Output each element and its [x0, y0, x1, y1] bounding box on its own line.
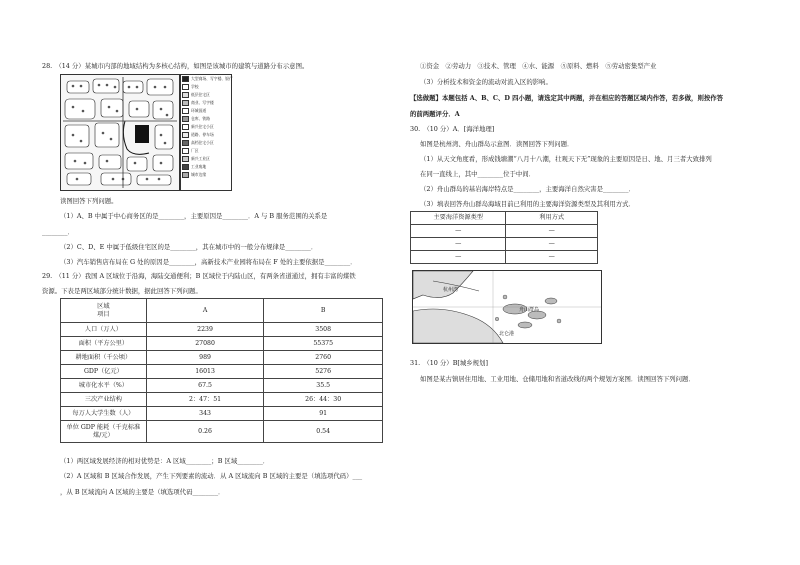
ocean-resource-table	[410, 211, 598, 264]
table-row: — —	[411, 238, 598, 251]
swatch	[182, 100, 189, 106]
q30-sub2: （2）舟山群岛的基岩海岸特点是________，主要海洋自然灾害是________．	[420, 185, 635, 193]
legend-item: 低层住宅区	[182, 92, 210, 98]
q29-data-table	[60, 298, 383, 443]
table-corner-cell: 区域 项目	[61, 299, 147, 323]
table-row: — —	[411, 225, 598, 238]
legend-item: 高档住宅小区	[182, 140, 214, 146]
q28-sub3: （3）汽车销售店布局在 G 处的原因是________，高新技术产业园将布局在 F 处的主要依据是________．	[60, 258, 357, 266]
swatch	[182, 108, 189, 114]
legend-item: 新兴工业区	[182, 156, 210, 162]
q29-sub1: （1）两区域发展经济的相对优势是：A 区域________；B 区域________．	[60, 457, 270, 465]
column-header: B	[264, 299, 383, 323]
column-header: 利用方式	[506, 212, 598, 225]
column-header: A	[146, 299, 264, 323]
legend-item: 厂区	[182, 148, 199, 154]
table-row: 城市化水平（%） 67.5 35.5	[61, 379, 383, 393]
q28-heading: 28. （14 分）某城市内部的地域结构为多核心结构，如图是该城市的建筑与道路分布示意图。	[42, 62, 309, 70]
legend-item: 城市边缘	[182, 172, 206, 178]
swatch	[182, 124, 189, 130]
q30-sub1: （1）从天文角度看，形成钱塘潮“八月十八潮，壮观天下无”现象的主要原因是日、地、月三者大致排列	[420, 155, 712, 163]
city-map-figure	[61, 75, 179, 190]
elective-note-cont: 的前两题评分．A	[410, 110, 460, 118]
table-row: 面积（平方公里） 27080 55375	[61, 337, 383, 351]
table-row: 单位 GDP 能耗（千克标准 煤/元） 0.26 0.54	[61, 421, 383, 443]
legend-item: 学校	[182, 84, 199, 90]
column-header: 主要海洋资源类型	[411, 212, 506, 225]
flow-options: ①资金 ②劳动力 ③技术、管理 ④水、能源 ⑤原料、燃料 ⑤劳动密集型产业	[420, 62, 657, 70]
swatch	[182, 156, 189, 162]
swatch	[182, 76, 189, 82]
legend-item: 新兴住宅小区	[182, 124, 214, 130]
swatch	[182, 132, 189, 138]
swatch	[182, 164, 189, 170]
swatch	[182, 148, 189, 154]
legend-item: 环城国道	[182, 108, 206, 114]
q30-sub1-cont: 在同一直线上，其中________位于中间．	[420, 170, 536, 178]
swatch	[182, 116, 189, 122]
swatch	[182, 84, 189, 90]
legend-item: 工业废地	[182, 164, 206, 170]
swatch	[182, 140, 189, 146]
q30-heading: 30. （10 分）A．[海洋地理]	[410, 125, 495, 133]
q29-sub2-cont: ，从 B 区域流向 A 区域的主要是（填选项代码________．	[60, 488, 225, 496]
q31-intro: 如图是某古镇居住用地、工业用地、仓储用地和省道改线的两个规划方案图．读图回答下列问题．	[420, 375, 695, 383]
legend-item: 大型商场、写字楼、银行	[182, 76, 233, 82]
table-row: 三次产业结构 2：47：51 26：44：30	[61, 393, 383, 407]
legend-item: 商业、写字楼	[182, 100, 214, 106]
city-structure-map	[60, 74, 180, 191]
q31-heading: 31. （10 分）B[城乡规划]	[410, 359, 488, 367]
map-label: 杭州湾	[443, 287, 459, 293]
q30-intro: 如图是杭州湾、舟山群岛示意图．读图回答下列问题．	[420, 140, 574, 148]
q29-heading-cont: 资源。下表是两区域部分统计数据，据此回答下列问题。	[42, 287, 202, 295]
q30-sub3: （3）填表回答舟山群岛海域目前已利用的主要海洋资源类型及其利用方式．	[420, 200, 635, 208]
legend-item: 道路、停车场	[182, 132, 214, 138]
hangzhou-bay-map	[412, 270, 602, 344]
q28-sub2: （2）C、D、E 中属于低级住宅区的是________，其在城市中的一般分布规律是________．	[60, 243, 318, 251]
table-row: 人口（万人） 2239 3508	[61, 323, 383, 337]
table-row: 耕地面积（千公顷） 989 2760	[61, 351, 383, 365]
q29-heading: 29. （11 分）我国 A 区域位于沿海，海陆交通便利；B 区域位于内陆山区，有两条省道通过，拥有丰富的煤铁	[42, 272, 356, 280]
swatch	[182, 92, 189, 98]
table-row: 每万人大学生数（人） 343 91	[61, 407, 383, 421]
map-label: 北仑港	[499, 331, 515, 337]
map-label: 舟山群岛	[519, 307, 540, 313]
table-row: GDP（亿元） 16013 5276	[61, 365, 383, 379]
q29-sub3: （3）分析技术和资金的流动对流入区的影响。	[420, 78, 552, 86]
table-row: — —	[411, 251, 598, 264]
elective-note: 【选做题】本题包括 A、B、C、D 四小题，请选定其中两题，并在相应的答题区域内作答，若多做，则按作答	[410, 94, 724, 102]
q28-read: 读图回答下列问题。	[60, 197, 118, 205]
swatch	[182, 172, 189, 178]
q28-sub1: （1）A、B 中属于中心商务区的是________，主要原因是________．A 与 B 服务范围的关系是	[60, 212, 328, 220]
q29-sub2: （2）A 区域和 B 区域合作发展，产生下列要素的流动．从 A 区域流向 B 区域的主要是（填选项代码）___	[60, 472, 363, 480]
q28-sub1-cont: ________．	[42, 228, 74, 236]
legend-item: 仓库、铁路	[182, 116, 210, 122]
